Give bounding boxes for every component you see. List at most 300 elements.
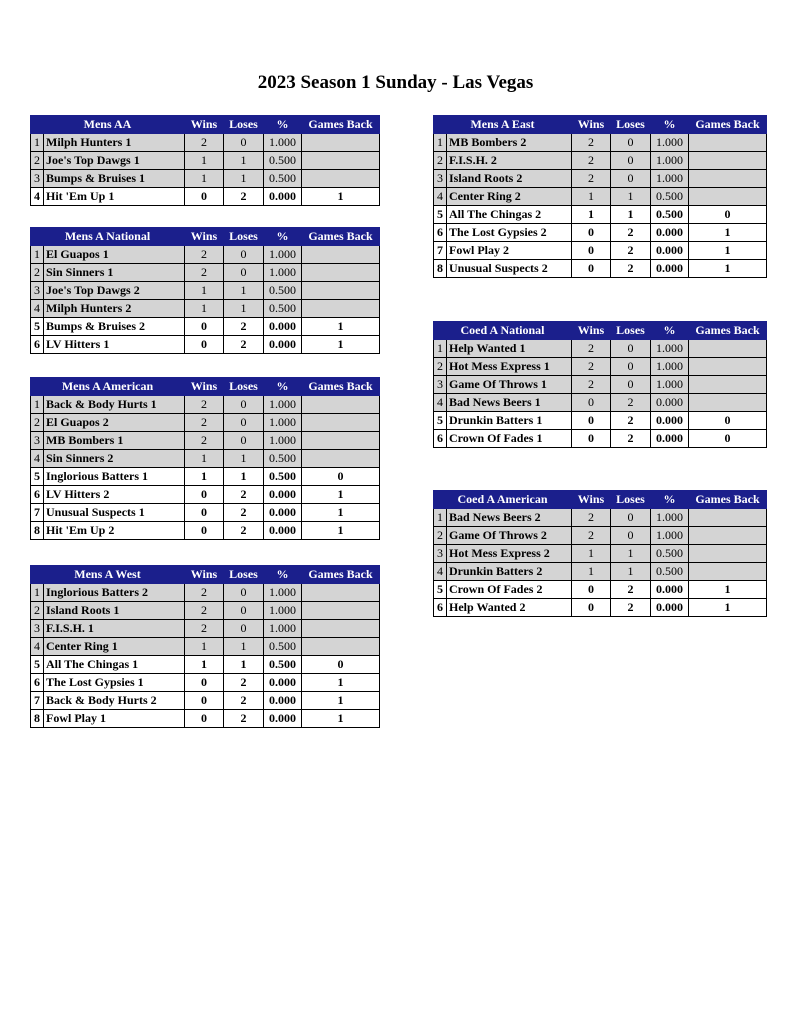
loses-cell: 1 bbox=[224, 656, 264, 674]
standings-table-mens-a-west bbox=[30, 565, 380, 728]
rank-cell: 4 bbox=[31, 300, 44, 318]
games-back-cell: 1 bbox=[302, 336, 380, 354]
wins-cell: 2 bbox=[572, 376, 611, 394]
wins-cell: 1 bbox=[572, 545, 611, 563]
table-row bbox=[31, 638, 380, 656]
loses-cell: 0 bbox=[224, 414, 264, 432]
loses-cell: 2 bbox=[611, 599, 651, 617]
games-back-cell: 1 bbox=[302, 486, 380, 504]
loses-cell: 0 bbox=[611, 358, 651, 376]
rank-cell: 8 bbox=[31, 522, 44, 540]
wins-cell: 2 bbox=[185, 246, 224, 264]
loses-cell: 0 bbox=[611, 376, 651, 394]
loses-cell: 0 bbox=[224, 432, 264, 450]
wins-cell: 1 bbox=[185, 638, 224, 656]
rank-cell: 3 bbox=[31, 432, 44, 450]
team-name-cell: Drunkin Batters 2 bbox=[447, 563, 572, 581]
wins-cell: 0 bbox=[572, 260, 611, 278]
loses-cell: 2 bbox=[224, 336, 264, 354]
pct-header: % bbox=[651, 491, 689, 509]
loses-header: Loses bbox=[611, 491, 651, 509]
wins-cell: 1 bbox=[572, 188, 611, 206]
games-back-cell bbox=[302, 584, 380, 602]
table-row bbox=[31, 152, 380, 170]
wins-cell: 2 bbox=[572, 358, 611, 376]
wins-cell: 0 bbox=[185, 710, 224, 728]
games-back-cell bbox=[302, 152, 380, 170]
games-back-cell bbox=[302, 134, 380, 152]
wins-cell: 2 bbox=[572, 152, 611, 170]
standings-table-coed-a-national bbox=[433, 321, 767, 448]
rank-cell: 4 bbox=[31, 638, 44, 656]
loses-cell: 0 bbox=[224, 246, 264, 264]
loses-cell: 1 bbox=[224, 152, 264, 170]
rank-cell: 7 bbox=[31, 692, 44, 710]
rank-cell: 3 bbox=[434, 376, 447, 394]
loses-cell: 2 bbox=[224, 504, 264, 522]
table-row bbox=[434, 170, 767, 188]
games-back-cell: 1 bbox=[302, 674, 380, 692]
loses-cell: 0 bbox=[224, 602, 264, 620]
games-back-cell: 1 bbox=[302, 188, 380, 206]
pct-cell: 1.000 bbox=[651, 527, 689, 545]
wins-cell: 2 bbox=[185, 134, 224, 152]
team-name-cell: Center Ring 1 bbox=[44, 638, 185, 656]
rank-cell: 5 bbox=[31, 318, 44, 336]
games-back-cell bbox=[689, 545, 767, 563]
games-back-cell: 1 bbox=[302, 710, 380, 728]
table-row bbox=[434, 545, 767, 563]
division-name-header: Mens A National bbox=[31, 228, 185, 246]
games-back-header: Games Back bbox=[689, 322, 767, 340]
wins-cell: 2 bbox=[185, 432, 224, 450]
loses-cell: 0 bbox=[224, 396, 264, 414]
games-back-cell bbox=[689, 527, 767, 545]
table-row bbox=[434, 376, 767, 394]
games-back-cell: 0 bbox=[689, 206, 767, 224]
loses-header: Loses bbox=[224, 378, 264, 396]
games-back-header: Games Back bbox=[689, 116, 767, 134]
loses-cell: 1 bbox=[611, 206, 651, 224]
team-name-cell: Bumps & Bruises 1 bbox=[44, 170, 185, 188]
pct-cell: 1.000 bbox=[264, 584, 302, 602]
loses-cell: 1 bbox=[224, 468, 264, 486]
wins-cell: 0 bbox=[185, 188, 224, 206]
wins-cell: 1 bbox=[185, 152, 224, 170]
loses-header: Loses bbox=[224, 116, 264, 134]
pct-cell: 0.500 bbox=[651, 206, 689, 224]
team-name-cell: MB Bombers 1 bbox=[44, 432, 185, 450]
games-back-cell: 1 bbox=[689, 581, 767, 599]
wins-cell: 1 bbox=[185, 468, 224, 486]
standings-table-mens-a-east bbox=[433, 115, 767, 278]
games-back-header: Games Back bbox=[302, 378, 380, 396]
rank-cell: 1 bbox=[31, 246, 44, 264]
team-name-cell: Bumps & Bruises 2 bbox=[44, 318, 185, 336]
wins-header: Wins bbox=[185, 116, 224, 134]
team-name-cell: Unusual Suspects 2 bbox=[447, 260, 572, 278]
pct-cell: 1.000 bbox=[651, 358, 689, 376]
wins-cell: 0 bbox=[185, 318, 224, 336]
wins-cell: 2 bbox=[185, 584, 224, 602]
team-name-cell: Drunkin Batters 1 bbox=[447, 412, 572, 430]
wins-cell: 0 bbox=[572, 394, 611, 412]
team-name-cell: LV Hitters 2 bbox=[44, 486, 185, 504]
wins-cell: 0 bbox=[185, 692, 224, 710]
wins-cell: 2 bbox=[572, 340, 611, 358]
pct-cell: 0.500 bbox=[264, 152, 302, 170]
rank-cell: 4 bbox=[434, 563, 447, 581]
division-name-header: Mens A West bbox=[31, 566, 185, 584]
rank-cell: 8 bbox=[434, 260, 447, 278]
rank-cell: 7 bbox=[31, 504, 44, 522]
team-name-cell: Island Roots 1 bbox=[44, 602, 185, 620]
team-name-cell: El Guapos 2 bbox=[44, 414, 185, 432]
standings-table-mens-a-american bbox=[30, 377, 380, 540]
team-name-cell: Back & Body Hurts 1 bbox=[44, 396, 185, 414]
games-back-cell: 1 bbox=[689, 224, 767, 242]
rank-cell: 3 bbox=[31, 282, 44, 300]
pct-cell: 1.000 bbox=[264, 264, 302, 282]
loses-cell: 0 bbox=[611, 134, 651, 152]
table-row bbox=[31, 620, 380, 638]
games-back-cell bbox=[302, 620, 380, 638]
games-back-header: Games Back bbox=[689, 491, 767, 509]
loses-cell: 2 bbox=[611, 412, 651, 430]
wins-cell: 2 bbox=[572, 527, 611, 545]
pct-cell: 0.000 bbox=[264, 486, 302, 504]
team-name-cell: Fowl Play 2 bbox=[447, 242, 572, 260]
rank-cell: 3 bbox=[434, 545, 447, 563]
games-back-cell bbox=[689, 509, 767, 527]
loses-cell: 2 bbox=[224, 318, 264, 336]
games-back-cell bbox=[689, 340, 767, 358]
wins-cell: 1 bbox=[185, 656, 224, 674]
pct-cell: 0.500 bbox=[264, 450, 302, 468]
loses-cell: 2 bbox=[611, 224, 651, 242]
wins-cell: 1 bbox=[185, 282, 224, 300]
pct-cell: 0.500 bbox=[264, 468, 302, 486]
wins-cell: 1 bbox=[185, 300, 224, 318]
division-name-header: Mens A East bbox=[434, 116, 572, 134]
wins-cell: 1 bbox=[572, 206, 611, 224]
team-name-cell: LV Hitters 1 bbox=[44, 336, 185, 354]
wins-cell: 0 bbox=[572, 412, 611, 430]
team-name-cell: MB Bombers 2 bbox=[447, 134, 572, 152]
pct-header: % bbox=[264, 228, 302, 246]
wins-cell: 2 bbox=[185, 264, 224, 282]
pct-cell: 0.000 bbox=[264, 522, 302, 540]
team-name-cell: F.I.S.H. 1 bbox=[44, 620, 185, 638]
rank-cell: 6 bbox=[434, 599, 447, 617]
team-name-cell: Crown Of Fades 1 bbox=[447, 430, 572, 448]
table-row bbox=[31, 656, 380, 674]
table-row bbox=[31, 584, 380, 602]
games-back-cell bbox=[302, 246, 380, 264]
table-row bbox=[434, 527, 767, 545]
table-row bbox=[31, 414, 380, 432]
rank-cell: 4 bbox=[31, 450, 44, 468]
pct-header: % bbox=[264, 116, 302, 134]
games-back-cell bbox=[302, 414, 380, 432]
wins-cell: 0 bbox=[185, 336, 224, 354]
wins-cell: 2 bbox=[185, 396, 224, 414]
standings-table-mens-a-national bbox=[30, 227, 380, 354]
pct-cell: 0.500 bbox=[264, 300, 302, 318]
loses-cell: 1 bbox=[224, 300, 264, 318]
pct-cell: 0.000 bbox=[264, 674, 302, 692]
team-name-cell: Hit 'Em Up 1 bbox=[44, 188, 185, 206]
division-name-header: Mens AA bbox=[31, 116, 185, 134]
wins-cell: 2 bbox=[572, 170, 611, 188]
games-back-cell: 0 bbox=[689, 412, 767, 430]
team-name-cell: Joe's Top Dawgs 1 bbox=[44, 152, 185, 170]
team-name-cell: Unusual Suspects 1 bbox=[44, 504, 185, 522]
table-row bbox=[31, 282, 380, 300]
games-back-cell: 1 bbox=[302, 318, 380, 336]
loses-cell: 1 bbox=[224, 170, 264, 188]
table-row bbox=[31, 602, 380, 620]
games-back-cell: 0 bbox=[302, 468, 380, 486]
table-row bbox=[434, 188, 767, 206]
pct-cell: 1.000 bbox=[264, 414, 302, 432]
games-back-cell bbox=[302, 264, 380, 282]
wins-cell: 1 bbox=[185, 170, 224, 188]
pct-cell: 1.000 bbox=[651, 134, 689, 152]
wins-cell: 2 bbox=[185, 414, 224, 432]
rank-cell: 2 bbox=[31, 264, 44, 282]
table-header-row bbox=[434, 491, 767, 509]
division-name-header: Mens A American bbox=[31, 378, 185, 396]
table-row bbox=[434, 242, 767, 260]
wins-cell: 0 bbox=[572, 224, 611, 242]
rank-cell: 3 bbox=[31, 620, 44, 638]
games-back-cell bbox=[689, 188, 767, 206]
games-back-header: Games Back bbox=[302, 566, 380, 584]
pct-cell: 1.000 bbox=[651, 170, 689, 188]
table-row bbox=[434, 509, 767, 527]
rank-cell: 4 bbox=[434, 188, 447, 206]
loses-header: Loses bbox=[224, 566, 264, 584]
team-name-cell: F.I.S.H. 2 bbox=[447, 152, 572, 170]
rank-cell: 2 bbox=[31, 602, 44, 620]
table-row bbox=[434, 394, 767, 412]
loses-cell: 1 bbox=[611, 545, 651, 563]
loses-cell: 2 bbox=[224, 486, 264, 504]
table-row bbox=[434, 581, 767, 599]
pct-cell: 0.500 bbox=[264, 638, 302, 656]
team-name-cell: The Lost Gypsies 2 bbox=[447, 224, 572, 242]
pct-cell: 0.000 bbox=[651, 430, 689, 448]
pct-cell: 0.000 bbox=[264, 336, 302, 354]
pct-cell: 1.000 bbox=[651, 376, 689, 394]
table-row bbox=[434, 134, 767, 152]
table-row bbox=[31, 336, 380, 354]
games-back-cell: 1 bbox=[302, 692, 380, 710]
loses-cell: 2 bbox=[611, 430, 651, 448]
table-row bbox=[434, 152, 767, 170]
rank-cell: 6 bbox=[434, 430, 447, 448]
loses-cell: 0 bbox=[611, 170, 651, 188]
team-name-cell: Bad News Beers 2 bbox=[447, 509, 572, 527]
loses-cell: 2 bbox=[224, 692, 264, 710]
loses-cell: 0 bbox=[224, 134, 264, 152]
team-name-cell: The Lost Gypsies 1 bbox=[44, 674, 185, 692]
pct-cell: 0.000 bbox=[651, 412, 689, 430]
team-name-cell: Hot Mess Express 1 bbox=[447, 358, 572, 376]
table-row bbox=[434, 260, 767, 278]
table-row bbox=[434, 224, 767, 242]
rank-cell: 6 bbox=[31, 336, 44, 354]
games-back-cell bbox=[302, 602, 380, 620]
table-row bbox=[31, 170, 380, 188]
team-name-cell: Joe's Top Dawgs 2 bbox=[44, 282, 185, 300]
wins-header: Wins bbox=[572, 116, 611, 134]
loses-cell: 2 bbox=[224, 522, 264, 540]
team-name-cell: Game Of Throws 2 bbox=[447, 527, 572, 545]
loses-cell: 2 bbox=[611, 242, 651, 260]
standings-table-coed-a-american bbox=[433, 490, 767, 617]
wins-cell: 2 bbox=[185, 602, 224, 620]
wins-cell: 0 bbox=[185, 674, 224, 692]
team-name-cell: Sin Sinners 1 bbox=[44, 264, 185, 282]
games-back-cell: 0 bbox=[689, 430, 767, 448]
games-back-header: Games Back bbox=[302, 116, 380, 134]
games-back-cell bbox=[689, 563, 767, 581]
wins-cell: 0 bbox=[572, 430, 611, 448]
table-row bbox=[31, 246, 380, 264]
table-header-row bbox=[31, 116, 380, 134]
games-back-cell bbox=[302, 450, 380, 468]
loses-cell: 0 bbox=[611, 509, 651, 527]
table-row bbox=[434, 563, 767, 581]
team-name-cell: Inglorious Batters 2 bbox=[44, 584, 185, 602]
rank-cell: 2 bbox=[434, 527, 447, 545]
pct-cell: 1.000 bbox=[651, 509, 689, 527]
wins-header: Wins bbox=[572, 491, 611, 509]
team-name-cell: Hit 'Em Up 2 bbox=[44, 522, 185, 540]
team-name-cell: Island Roots 2 bbox=[447, 170, 572, 188]
games-back-cell: 1 bbox=[689, 260, 767, 278]
pct-header: % bbox=[651, 322, 689, 340]
team-name-cell: Milph Hunters 2 bbox=[44, 300, 185, 318]
games-back-cell: 1 bbox=[689, 599, 767, 617]
games-back-cell bbox=[689, 376, 767, 394]
wins-cell: 2 bbox=[185, 620, 224, 638]
loses-cell: 2 bbox=[224, 710, 264, 728]
table-row bbox=[434, 412, 767, 430]
table-row bbox=[31, 134, 380, 152]
team-name-cell: Game Of Throws 1 bbox=[447, 376, 572, 394]
table-row bbox=[434, 358, 767, 376]
rank-cell: 7 bbox=[434, 242, 447, 260]
wins-cell: 0 bbox=[572, 599, 611, 617]
team-name-cell: Back & Body Hurts 2 bbox=[44, 692, 185, 710]
rank-cell: 2 bbox=[31, 414, 44, 432]
games-back-cell bbox=[302, 282, 380, 300]
loses-cell: 0 bbox=[611, 340, 651, 358]
games-back-cell: 1 bbox=[302, 504, 380, 522]
pct-cell: 1.000 bbox=[651, 340, 689, 358]
table-row bbox=[434, 206, 767, 224]
games-back-cell: 1 bbox=[302, 522, 380, 540]
wins-cell: 0 bbox=[572, 242, 611, 260]
games-back-header: Games Back bbox=[302, 228, 380, 246]
pct-cell: 1.000 bbox=[264, 620, 302, 638]
table-header-row bbox=[31, 378, 380, 396]
team-name-cell: Hot Mess Express 2 bbox=[447, 545, 572, 563]
loses-cell: 0 bbox=[224, 264, 264, 282]
team-name-cell: All The Chingas 1 bbox=[44, 656, 185, 674]
rank-cell: 5 bbox=[434, 412, 447, 430]
table-row bbox=[31, 692, 380, 710]
team-name-cell: Fowl Play 1 bbox=[44, 710, 185, 728]
rank-cell: 5 bbox=[434, 581, 447, 599]
pct-cell: 0.500 bbox=[264, 282, 302, 300]
pct-header: % bbox=[264, 378, 302, 396]
rank-cell: 1 bbox=[434, 340, 447, 358]
pct-cell: 1.000 bbox=[264, 246, 302, 264]
pct-cell: 0.000 bbox=[264, 318, 302, 336]
pct-cell: 0.000 bbox=[264, 504, 302, 522]
team-name-cell: Crown Of Fades 2 bbox=[447, 581, 572, 599]
pct-cell: 1.000 bbox=[264, 396, 302, 414]
pct-cell: 1.000 bbox=[264, 134, 302, 152]
loses-header: Loses bbox=[611, 322, 651, 340]
table-row bbox=[31, 674, 380, 692]
games-back-cell bbox=[689, 358, 767, 376]
rank-cell: 4 bbox=[434, 394, 447, 412]
wins-header: Wins bbox=[185, 378, 224, 396]
table-row bbox=[31, 264, 380, 282]
rank-cell: 6 bbox=[31, 674, 44, 692]
pct-cell: 1.000 bbox=[264, 432, 302, 450]
rank-cell: 3 bbox=[31, 170, 44, 188]
rank-cell: 1 bbox=[31, 134, 44, 152]
loses-cell: 1 bbox=[224, 638, 264, 656]
wins-header: Wins bbox=[185, 228, 224, 246]
loses-cell: 2 bbox=[611, 260, 651, 278]
games-back-cell bbox=[689, 394, 767, 412]
games-back-cell: 1 bbox=[689, 242, 767, 260]
loses-cell: 1 bbox=[224, 450, 264, 468]
table-row bbox=[31, 504, 380, 522]
rank-cell: 3 bbox=[434, 170, 447, 188]
loses-cell: 2 bbox=[611, 581, 651, 599]
wins-cell: 2 bbox=[572, 134, 611, 152]
pct-cell: 0.000 bbox=[651, 394, 689, 412]
rank-cell: 2 bbox=[434, 358, 447, 376]
pct-header: % bbox=[651, 116, 689, 134]
games-back-cell bbox=[302, 396, 380, 414]
wins-cell: 1 bbox=[185, 450, 224, 468]
loses-cell: 1 bbox=[224, 282, 264, 300]
pct-cell: 1.000 bbox=[264, 602, 302, 620]
pct-cell: 0.000 bbox=[264, 710, 302, 728]
table-row bbox=[31, 300, 380, 318]
table-header-row bbox=[434, 116, 767, 134]
rank-cell: 6 bbox=[434, 224, 447, 242]
team-name-cell: Help Wanted 2 bbox=[447, 599, 572, 617]
rank-cell: 8 bbox=[31, 710, 44, 728]
wins-header: Wins bbox=[572, 322, 611, 340]
pct-cell: 1.000 bbox=[651, 152, 689, 170]
rank-cell: 5 bbox=[31, 656, 44, 674]
pct-cell: 0.500 bbox=[264, 656, 302, 674]
table-row bbox=[31, 486, 380, 504]
pct-cell: 0.500 bbox=[651, 545, 689, 563]
table-header-row bbox=[434, 322, 767, 340]
